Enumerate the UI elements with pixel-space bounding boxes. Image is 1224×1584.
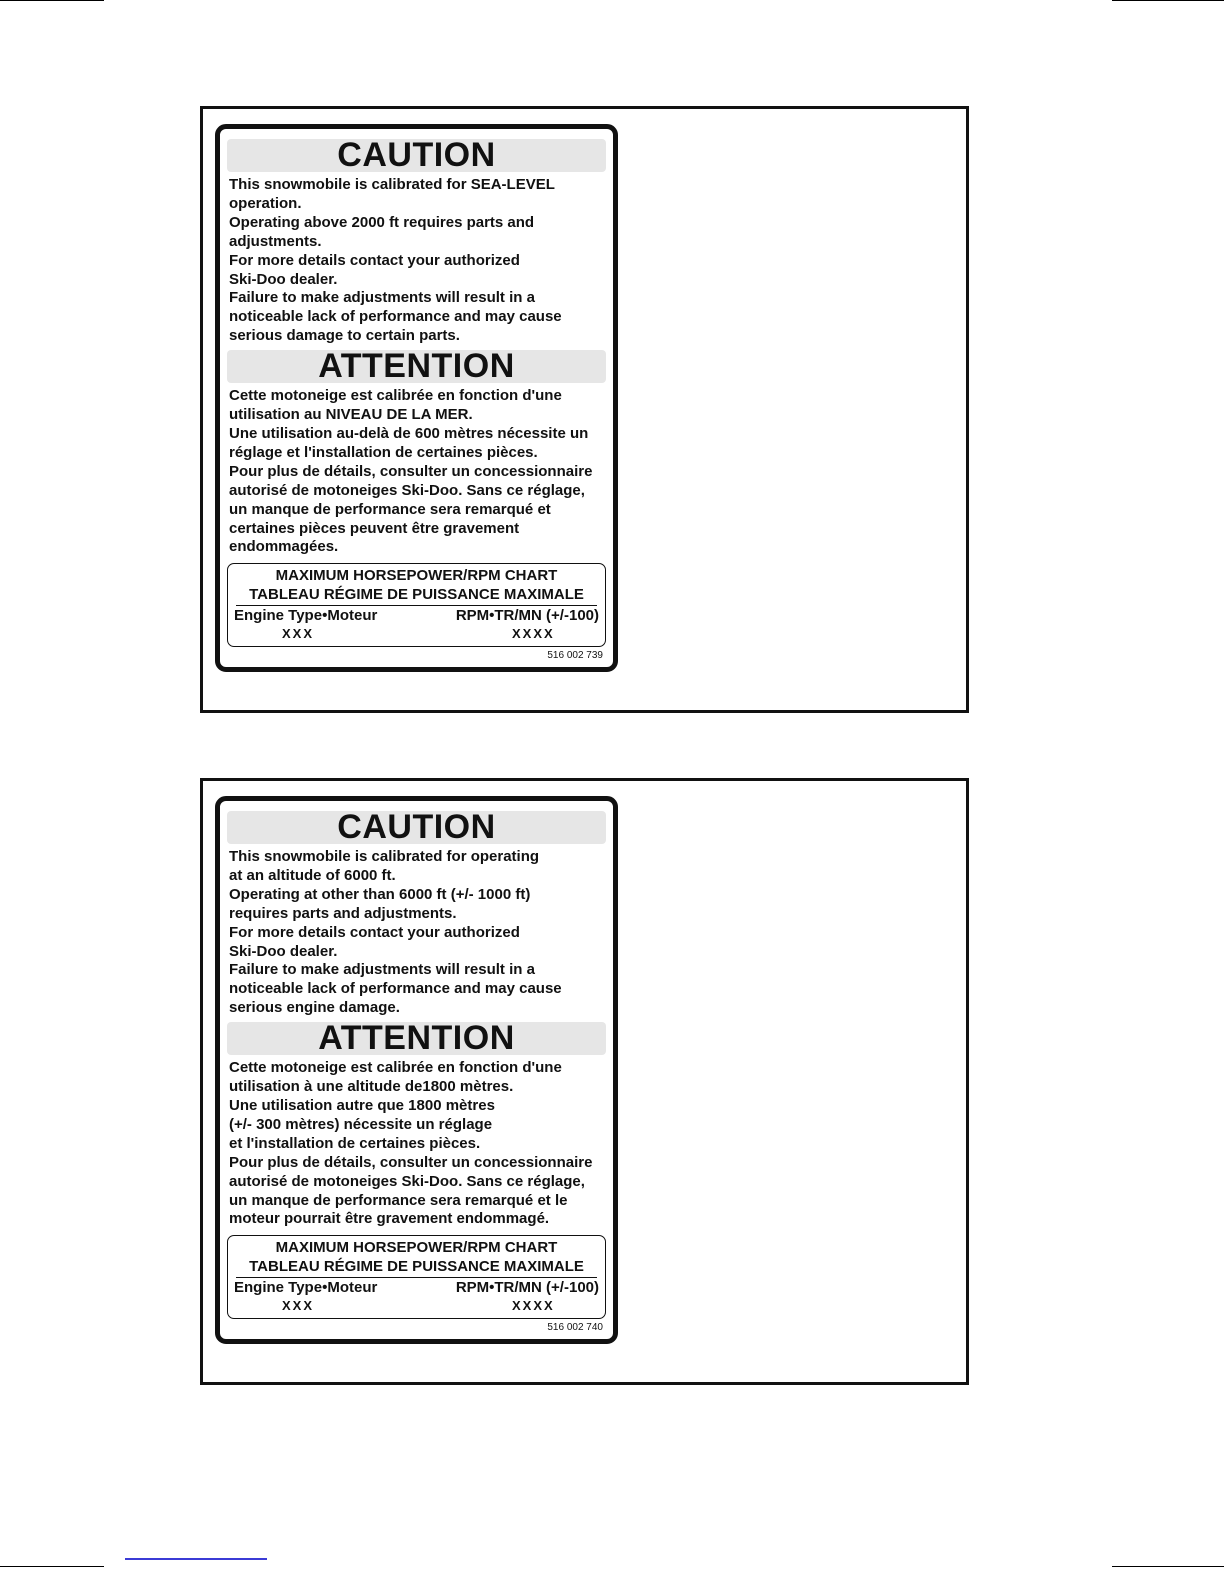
attention-line: utilisation au NIVEAU DE LA MER. <box>229 406 473 424</box>
caution-line: serious damage to certain parts. <box>229 327 460 345</box>
caution-line: Operating at other than 6000 ft (+/- 1000 ft) <box>229 885 531 903</box>
attention-line: moteur pourrait être gravement endommagé. <box>229 1210 550 1228</box>
caution-line: serious engine damage. <box>229 999 400 1017</box>
caution-line: Failure to make adjustments will result in a <box>229 289 535 307</box>
attention-line: réglage et l'installation de certaines pièces. <box>229 443 538 461</box>
caution-line: For more details contact your authorized <box>229 251 520 269</box>
rpm-chart-box <box>227 563 606 647</box>
caution-line: at an altitude of 6000 ft. <box>229 866 396 884</box>
engine-type-value: XXX <box>282 1298 315 1314</box>
part-number: 516 002 739 <box>547 650 603 661</box>
caution-line: Failure to make adjustments will result in a <box>229 961 535 979</box>
caution-line: noticeable lack of performance and may cause <box>229 980 562 998</box>
chart-header-row <box>234 606 599 625</box>
engine-type-header: Engine Type•Moteur <box>234 1279 378 1297</box>
chart-title-en: MAXIMUM HORSEPOWER/RPM CHART <box>275 1239 558 1257</box>
chart-value-row <box>234 625 599 643</box>
attention-line: Cette motoneige est calibrée en fonction d'une <box>229 1059 562 1077</box>
engine-type-header: Engine Type•Moteur <box>234 607 378 625</box>
chart-value-row <box>234 1297 599 1315</box>
caution-line: Ski-Doo dealer. <box>229 270 338 288</box>
part-number: 516 002 740 <box>547 1322 603 1333</box>
attention-line: Une utilisation autre que 1800 mètres <box>229 1096 495 1114</box>
attention-line: un manque de performance sera remarqué et le <box>229 1191 568 1209</box>
caution-line: adjustments. <box>229 232 322 250</box>
top-left-rule <box>0 0 104 1</box>
caution-line: This snowmobile is calibrated for SEA-LEVEL <box>229 176 555 193</box>
bottom-left-rule <box>0 1566 104 1567</box>
top-right-rule <box>1112 0 1224 1</box>
attention-text <box>227 383 606 561</box>
rpm-header: RPM•TR/MN (+/-100) <box>455 607 599 625</box>
engine-type-value: XXX <box>282 626 315 642</box>
attention-line: (+/- 300 mètres) nécessite un réglage <box>229 1115 493 1133</box>
attention-banner: ATTENTION <box>227 1022 606 1055</box>
attention-line: Cette motoneige est calibrée en fonction d'une <box>229 387 562 405</box>
attention-line: endommagées. <box>229 538 339 556</box>
figure-frame-high-altitude <box>200 778 969 1385</box>
chart-title-fr: TABLEAU RÉGIME DE PUISSANCE MAXIMALE <box>236 585 597 606</box>
attention-line: Pour plus de détails, consulter un concessionnaire <box>229 462 593 480</box>
caution-line: For more details contact your authorized <box>229 923 520 941</box>
attention-line: Pour plus de détails, consulter un concessionnaire <box>229 1153 593 1171</box>
attention-line: Une utilisation au-delà de 600 mètres nécessite un <box>229 424 589 442</box>
attention-text <box>227 1055 606 1233</box>
rpm-value: XXXX <box>512 626 555 642</box>
caution-line: Operating above 2000 ft requires parts and <box>229 213 535 231</box>
attention-line: autorisé de motoneiges Ski-Doo. Sans ce réglage, <box>229 481 585 499</box>
attention-line: certaines pièces peuvent être gravement <box>229 519 520 537</box>
caution-line: operation. <box>229 194 302 212</box>
rpm-header: RPM•TR/MN (+/-100) <box>455 1279 599 1297</box>
warning-label-sea-level <box>215 124 618 672</box>
caution-line: requires parts and adjustments. <box>229 904 457 922</box>
chart-header-row <box>234 1278 599 1297</box>
rpm-value: XXXX <box>512 1298 555 1314</box>
warning-label-high-altitude <box>215 796 618 1344</box>
caution-line: noticeable lack of performance and may cause <box>229 308 562 326</box>
chart-title-fr: TABLEAU RÉGIME DE PUISSANCE MAXIMALE <box>236 1257 597 1278</box>
attention-banner: ATTENTION <box>227 350 606 383</box>
caution-banner: CAUTION <box>227 139 606 172</box>
bottom-right-rule <box>1112 1566 1224 1567</box>
chart-title-en: MAXIMUM HORSEPOWER/RPM CHART <box>275 567 558 585</box>
footer-link-underline[interactable] <box>125 1558 267 1560</box>
attention-line: utilisation à une altitude de1800 mètres. <box>229 1078 514 1096</box>
caution-text <box>227 172 606 350</box>
caution-line: This snowmobile is calibrated for operating <box>229 848 540 865</box>
attention-line: autorisé de motoneiges Ski-Doo. Sans ce réglage, <box>229 1172 585 1190</box>
attention-line: un manque de performance sera remarqué et <box>229 500 551 518</box>
caution-line: Ski-Doo dealer. <box>229 942 338 960</box>
rpm-chart-box <box>227 1235 606 1319</box>
attention-line: et l'installation de certaines pièces. <box>229 1134 481 1152</box>
figure-frame-sea-level <box>200 106 969 713</box>
caution-banner: CAUTION <box>227 811 606 844</box>
caution-text <box>227 844 606 1022</box>
